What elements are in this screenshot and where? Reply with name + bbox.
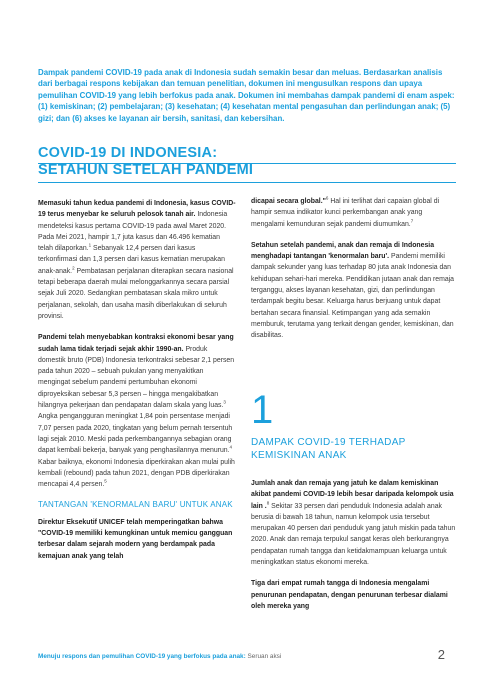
paragraph-text: Sekitar 33 persen dari penduduk Indonesia adalah anak berusia di bawah 18 tahun, namun kelompok usia tersebut merupakan 40 persen dari penduduk yang jatuh miskin pada tahun 2020. Anak dan remaja terpukul sangat keras oleh berkurangnya pendapatan rumah tangga dan ketidakmampuan keluarga untuk meningkatkan status ekonomi mereka. <box>251 502 456 567</box>
paragraph-unicef-lead: Direktur Eksekutif UNICEF telah memperingatkan bahwa "COVID-19 memiliki kemungkinan untuk memicu gangguan terbesar dalam sejarah modern yang berdampak pada kemajuan anak yang telah <box>38 518 233 560</box>
paragraph-cases <box>38 198 236 322</box>
paragraph-text: Hal ini terlihat dari capaian global di hampir semua indikator kunci perkembangan anak yang mengalami kemunduran sejak pandemi diumumkan. <box>251 198 440 228</box>
title-rule-middle <box>38 163 456 164</box>
footnote-ref: 2 <box>72 265 75 271</box>
footnote-ref: 8 <box>266 500 270 506</box>
page-footer <box>38 653 456 660</box>
paragraph-global <box>251 196 456 230</box>
paragraph-economy-lead: Pandemi telah menyebabkan kontraksi ekonomi besar yang sudah lama tidak terjadi sejak akhir 1990-an. <box>38 334 234 353</box>
section-heading-line2: KEMISKINAN ANAK <box>251 449 347 461</box>
footnote-ref: 3 <box>223 399 226 405</box>
paragraph-text: Produk domestik bruto (PDB) Indonesia terkontraksi sebesar 2,1 persen pada tahun 2020 – sebuah pukulan yang menyakitkan mengingat sebelum pandemi pertumbuhan ekonomi diproyeksikan sebesar 5,3 persen – hingga mengakibatkan hilangnya pekerjaan dan pendapatan dalam skala yang luas. <box>38 345 235 410</box>
paragraph-unicef <box>38 517 236 562</box>
section-heading-poverty <box>251 437 456 462</box>
paragraph-poverty-lead: Jumlah anak dan remaja yang jatuh ke dalam kemiskinan akibat pandemi COVID-19 lebih besar daripada kelompok usia lain . <box>251 480 454 510</box>
paragraph-text: Sebanyak 12,4 persen dari kasus terkonfirmasi dan 1,3 persen dari kasus kematian merupakan anak-anak. <box>38 245 225 275</box>
footnote-ref: 5 <box>104 478 107 484</box>
section-number: 1 <box>251 388 274 432</box>
right-column-top <box>251 196 456 352</box>
subheading-new-normal: TANTANGAN 'KENORMALAN BARU' UNTUK ANAK <box>38 500 233 510</box>
paragraph-text: Kabar baiknya, ekonomi Indonesia diperkirakan akan mulai pulih kembali (rebound) pada tahun 2021, dengan PDB diperkirakan mencapai 4,4 persen. <box>38 458 235 489</box>
footer-title: Menuju respons dan pemulihan COVID-19 yang berfokus pada anak: <box>38 653 246 660</box>
paragraph-text: Pandemi memiliki dampak sekunder yang luas terhadap 80 juta anak Indonesia dan kehidupan sehari-hari mereka. Pendidikan jutaan anak dan remaja terganggu, akses layanan kesehatan, gizi, dan perlindungan terdampak begitu besar. Keluarga harus berjuang untuk dapat bertahan secara finansial. Ketimpangan yang ada semakin memburuk, terutama yang terkait dengan gender, kemiskinan, dan disabilitas. <box>251 253 455 340</box>
paragraph-economy <box>38 332 236 490</box>
left-column <box>38 198 236 572</box>
footnote-ref: 7 <box>410 218 414 224</box>
paragraph-text: Indonesia mendeteksi kasus pertama COVID-19 pada awal Maret 2020. Pada Mei 2021, hampir 1,7 juta kasus dan 46.496 kematian telah dilaporkan. <box>38 211 228 253</box>
title-rule-bottom <box>38 182 456 183</box>
paragraph-text: Angka pengangguran meningkat 1,84 poin persentase menjadi 7,07 persen pada 2020, tingkatan yang belum pernah tersentuh lagi sejak 2010. Meski pada perkembangannya sebagian orang dapat kembali bekerja, banyak yang penghasilannya menurun. <box>38 413 233 455</box>
page-number: 2 <box>437 647 445 662</box>
paragraph-text: Pembatasan perjalanan diterapkan secara nasional tetapi beberapa daerah mulai melonggarkannya secara parsial sejak Juli 2020. Sedangkan pembatasan skala mikro untuk perjalanan, sekolah, dan usaha masih diberlakukan di seluruh provinsi. <box>38 267 234 320</box>
paragraph-households <box>251 578 456 612</box>
paragraph-new-normal <box>251 240 456 342</box>
footnote-ref: 1 <box>88 242 92 248</box>
paragraph-new-normal-lead: Setahun setelah pandemi, anak dan remaja di Indonesia menghadapi tantangan 'kenormalan baru'. <box>251 241 435 261</box>
intro-summary: Dampak pandemi COVID-19 pada anak di Indonesia sudah semakin besar dan meluas. Berdasarkan analisis dari berbagai respons kebijakan dan temuan penelitian, dokumen ini mengusulkan respons dan upaya pemulihan COVID-19 yang lebih berfokus pada anak. Dokumen ini membahas dampak pandemi di enam aspek: (1) kemiskinan; (2) pembelajaran; (3) kesehatan; (4) kesehatan mental pengasuhan dan perlindungan anak; (5) gizi; dan (6) akses ke layanan air bersih, sanitasi, dan kebersihan. <box>38 68 455 123</box>
paragraph-poverty <box>251 478 456 568</box>
section-title-line2: SETAHUN SETELAH PANDEMI <box>38 162 254 178</box>
paragraph-cases-lead: Memasuki tahun kedua pandemi di Indonesia, kasus COVID-19 terus menyebar ke seluruh pelosok tanah air. <box>38 200 236 219</box>
paragraph-global-lead: dicapai secara global." <box>251 198 326 205</box>
paragraph-households-lead: Tiga dari empat rumah tangga di Indonesia mengalami penurunan pendapatan, dengan penurunan terbesar dialami oleh mereka yang <box>251 580 448 610</box>
footnote-ref: 6 <box>325 195 329 201</box>
footnote-ref: 4 <box>229 444 233 450</box>
right-column-bottom <box>251 478 456 622</box>
section-title-line1: COVID-19 DI INDONESIA: <box>38 145 218 161</box>
section-title <box>38 145 456 179</box>
footer-subtitle: Seruan aksi <box>245 653 282 660</box>
section-heading-line1: DAMPAK COVID-19 TERHADAP <box>251 437 406 448</box>
